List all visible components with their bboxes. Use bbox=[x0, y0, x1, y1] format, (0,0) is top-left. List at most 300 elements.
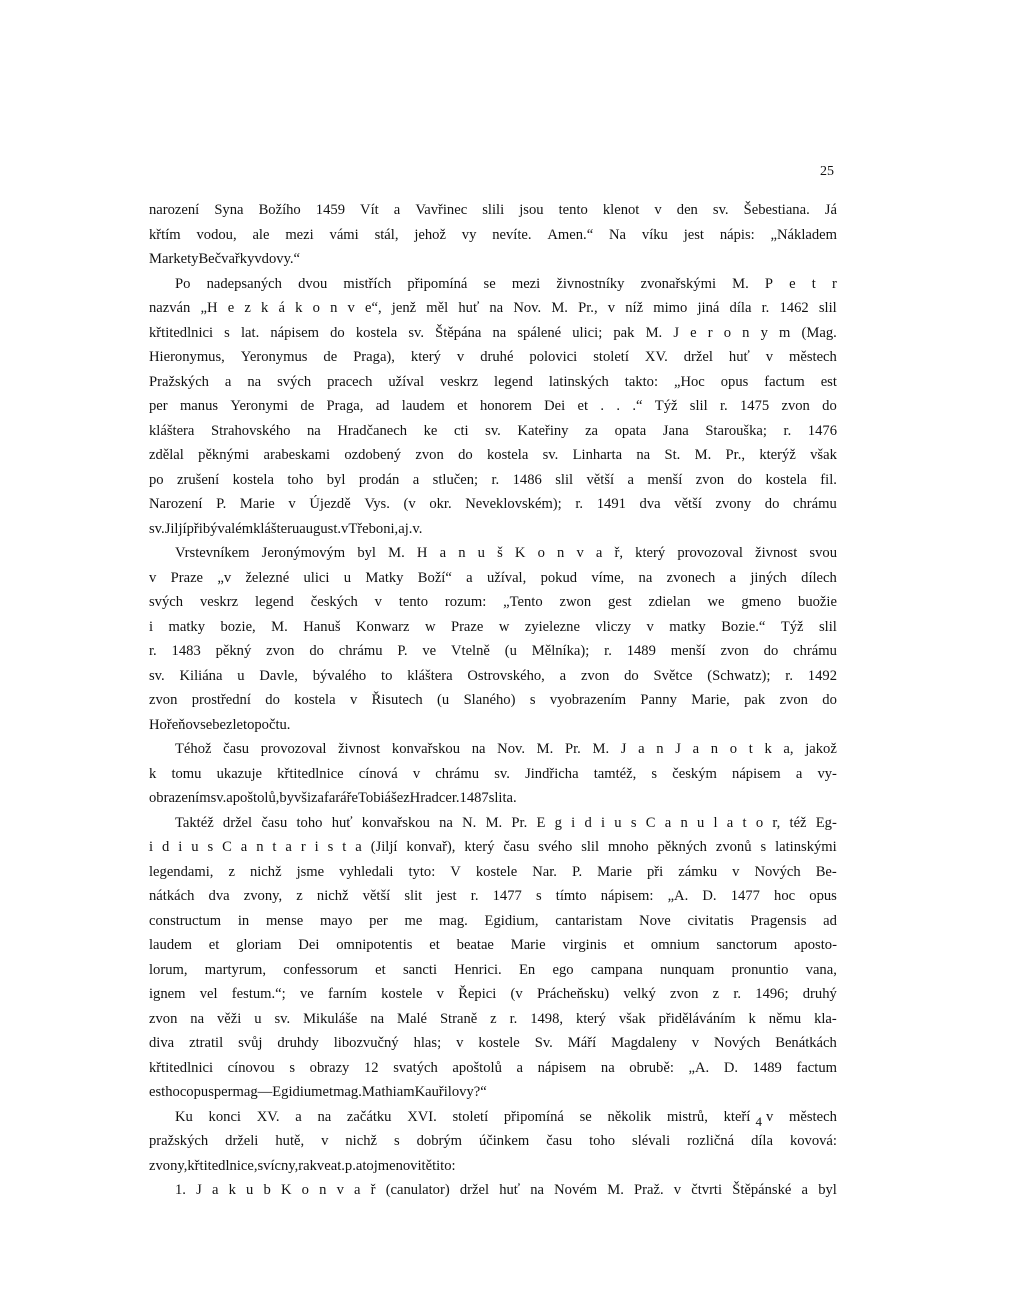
text-word: hutě, bbox=[275, 1133, 305, 1149]
text-word: i bbox=[178, 839, 183, 855]
text-word: druhý bbox=[802, 986, 837, 1002]
text-word: s bbox=[327, 839, 334, 855]
text-word: M. bbox=[592, 741, 610, 757]
text-word: slil bbox=[689, 398, 708, 414]
text-word: Nov. bbox=[497, 741, 525, 757]
text-word: kostela bbox=[355, 324, 398, 341]
text-word: o bbox=[729, 741, 738, 757]
text-word: Davle, bbox=[259, 667, 298, 684]
text-word: matky bbox=[669, 618, 706, 635]
text-word: p. bbox=[344, 1157, 356, 1174]
text-word: a bbox=[516, 1059, 523, 1076]
text-word: bez bbox=[212, 716, 233, 733]
text-word: E bbox=[536, 814, 546, 831]
text-word: Slaného) bbox=[463, 692, 516, 708]
text-word: r. bbox=[733, 986, 742, 1002]
text-word: (Jiljí bbox=[370, 839, 398, 855]
text-word: živnost bbox=[338, 741, 381, 757]
text-word: s bbox=[207, 839, 214, 855]
text-word: větší bbox=[586, 471, 615, 488]
text-word: tamtéž, bbox=[593, 765, 637, 782]
text-word: vámi bbox=[329, 226, 359, 243]
text-word: r. bbox=[761, 300, 770, 316]
text-word: k bbox=[295, 300, 303, 316]
text-word: laudem bbox=[401, 398, 445, 414]
text-word: slil bbox=[581, 839, 600, 855]
text-word: veskrz bbox=[439, 373, 479, 390]
text-word: n bbox=[742, 324, 750, 341]
text-word: u bbox=[696, 814, 705, 831]
text-word: et bbox=[457, 398, 468, 414]
text-word: XV. bbox=[644, 349, 668, 365]
text-word: věži bbox=[217, 1010, 242, 1027]
text-word: sv. bbox=[712, 202, 729, 218]
text-word: vana, bbox=[805, 961, 837, 978]
text-word: po bbox=[149, 471, 164, 488]
text-word: apoštolů bbox=[452, 1059, 502, 1076]
text-word: me bbox=[404, 912, 423, 929]
text-word: 1459 bbox=[315, 202, 345, 218]
text-line bbox=[149, 492, 837, 517]
text-word: Štěpána bbox=[435, 324, 482, 341]
text-word: nápisem bbox=[270, 324, 319, 341]
text-word: zvon bbox=[580, 667, 610, 684]
text-word: 1462 bbox=[779, 300, 809, 316]
text-word: na bbox=[489, 300, 504, 316]
text-word: mayo bbox=[319, 912, 353, 929]
text-word: e“, bbox=[365, 300, 382, 316]
text-word: Hieronymus, bbox=[149, 349, 225, 365]
text-word: živnostníky bbox=[556, 275, 625, 292]
text-word: P. bbox=[571, 863, 583, 880]
text-word: Marie bbox=[597, 863, 632, 880]
text-word: držel bbox=[459, 1182, 490, 1198]
text-line bbox=[149, 198, 837, 223]
text-word: zvon bbox=[720, 643, 749, 659]
text-line bbox=[149, 909, 837, 934]
text-word: sanctorum bbox=[716, 937, 778, 953]
text-word: železné bbox=[245, 569, 290, 586]
text-word: spálené bbox=[517, 324, 562, 341]
text-word: k bbox=[228, 1182, 236, 1198]
text-word: Egidium bbox=[272, 1084, 323, 1100]
text-word: slil bbox=[818, 618, 837, 635]
text-word: Henrici. bbox=[454, 961, 502, 978]
text-word: s bbox=[224, 324, 230, 341]
text-word: se bbox=[579, 1108, 592, 1125]
text-word: do bbox=[737, 471, 753, 488]
text-word: Týž bbox=[780, 618, 804, 635]
text-word: obrazy bbox=[309, 1059, 350, 1076]
text-word: do bbox=[764, 496, 780, 512]
text-word: „A. bbox=[667, 888, 689, 904]
text-word: i bbox=[601, 814, 606, 831]
text-word: českým bbox=[672, 765, 717, 782]
text-word: nunquam bbox=[660, 961, 715, 978]
page-number: 25 bbox=[820, 164, 834, 179]
text-word: — bbox=[257, 1084, 273, 1100]
text-word: gloriam bbox=[236, 937, 282, 953]
text-word: kovová: bbox=[789, 1133, 837, 1149]
text-word: sv. bbox=[149, 520, 165, 537]
text-word: zwon bbox=[559, 594, 592, 610]
text-word: r. bbox=[491, 471, 500, 488]
text-word: w bbox=[498, 618, 510, 635]
text-word: Řepici bbox=[458, 986, 497, 1002]
text-word: et bbox=[208, 937, 220, 953]
text-word: do bbox=[309, 643, 324, 659]
text-word: r. bbox=[451, 790, 460, 806]
text-word: Vys. bbox=[364, 496, 390, 512]
text-word: de bbox=[323, 349, 338, 365]
text-word: Po bbox=[175, 275, 191, 292]
text-line bbox=[149, 566, 837, 591]
text-word: Hradčanech bbox=[337, 422, 408, 439]
text-word: svůj bbox=[238, 1035, 263, 1051]
text-word: konvař), bbox=[406, 839, 456, 855]
text-word: na bbox=[530, 1182, 544, 1198]
text-word: nichž bbox=[316, 888, 349, 904]
text-word: Pr., bbox=[578, 300, 598, 316]
text-word: M. bbox=[645, 324, 663, 341]
text-word: dvou bbox=[298, 275, 328, 292]
text-word: zvony bbox=[715, 496, 752, 512]
text-word: zrušení bbox=[177, 471, 220, 488]
text-word: bývalém bbox=[202, 520, 254, 537]
text-word: 1487 bbox=[459, 790, 489, 806]
text-word: zdělal bbox=[149, 447, 184, 463]
text-word: u bbox=[237, 667, 245, 684]
text-word: Marie bbox=[510, 937, 546, 953]
text-word: En bbox=[519, 961, 536, 978]
text-word: hlas; bbox=[413, 1035, 442, 1051]
text-word: v bbox=[349, 692, 358, 708]
text-word: ve bbox=[299, 986, 314, 1002]
text-word: lorum, bbox=[149, 961, 188, 978]
text-word: Nových bbox=[714, 1035, 761, 1051]
text-line bbox=[149, 664, 837, 689]
text-word: jenž bbox=[391, 300, 417, 316]
text-word: apoštolů, bbox=[226, 790, 280, 806]
text-word: přiděláváním bbox=[658, 1010, 736, 1027]
text-word: do bbox=[265, 692, 280, 708]
text-word: Pr., bbox=[725, 447, 746, 463]
text-word: a bbox=[726, 814, 734, 831]
text-word: nichž bbox=[249, 863, 282, 880]
text-line bbox=[149, 688, 837, 713]
text-word: huť bbox=[458, 300, 480, 316]
text-word: o bbox=[755, 814, 764, 831]
text-word: n bbox=[656, 741, 664, 757]
text-word: klášteru bbox=[253, 520, 300, 537]
text-word: kterýž bbox=[759, 447, 796, 463]
text-word: farním bbox=[327, 986, 367, 1002]
text-word: Dei bbox=[298, 937, 320, 953]
text-word: slit bbox=[404, 888, 423, 904]
text-word: v bbox=[673, 1182, 682, 1198]
text-word: Panny bbox=[640, 692, 677, 708]
text-word: kostele bbox=[381, 986, 423, 1002]
text-word: kostela bbox=[294, 692, 336, 708]
text-word: vyhledali bbox=[339, 863, 394, 880]
text-word: factum bbox=[796, 1059, 837, 1076]
text-word: měl bbox=[426, 300, 449, 316]
text-word: zvonů bbox=[715, 839, 752, 855]
text-word: na bbox=[190, 1010, 205, 1027]
text-word: hoc bbox=[165, 1084, 187, 1100]
text-word: kláštera bbox=[407, 667, 453, 684]
text-word: Kateřiny bbox=[517, 422, 569, 439]
text-word: Hradce bbox=[409, 790, 452, 806]
text-word: se bbox=[483, 275, 496, 292]
text-word: Třeboni, bbox=[348, 520, 399, 537]
text-line bbox=[149, 786, 837, 811]
text-word: obrazením bbox=[149, 790, 211, 806]
text-word: díla bbox=[729, 300, 752, 316]
text-word: M. bbox=[732, 275, 749, 292]
text-word: v bbox=[149, 569, 157, 586]
text-word: Syna bbox=[214, 202, 244, 218]
text-word: 1486 bbox=[512, 471, 542, 488]
text-line bbox=[149, 639, 837, 664]
text-word: Kiliána bbox=[179, 667, 223, 684]
text-word: v. bbox=[412, 520, 423, 537]
text-word: Yeronymi bbox=[230, 398, 289, 414]
text-word: však bbox=[810, 447, 837, 463]
text-word: v bbox=[691, 1035, 700, 1051]
text-word: mnoho bbox=[607, 839, 649, 855]
text-line bbox=[149, 223, 837, 248]
text-word: gest bbox=[608, 594, 632, 610]
text-word: v bbox=[765, 349, 774, 365]
text-word: l bbox=[713, 814, 718, 831]
text-word: confessorum bbox=[283, 961, 358, 978]
text-word: u bbox=[191, 839, 199, 855]
text-word: 1496; bbox=[755, 986, 789, 1002]
text-word: toho bbox=[589, 1133, 616, 1149]
text-word: ř, bbox=[614, 545, 624, 561]
text-word: we bbox=[707, 594, 725, 610]
text-word: též bbox=[789, 814, 807, 831]
text-word: slévali bbox=[632, 1133, 671, 1149]
text-word: nátkách bbox=[149, 888, 195, 904]
text-word: Mikuláše bbox=[303, 1010, 358, 1027]
text-word: 1475 bbox=[739, 398, 770, 414]
text-word: Nov. bbox=[513, 300, 542, 316]
text-word: menší bbox=[670, 643, 706, 659]
text-word: Benátkách bbox=[775, 1035, 837, 1051]
text-word: diva bbox=[149, 1035, 175, 1051]
text-word: den bbox=[676, 202, 698, 218]
text-word: u bbox=[343, 569, 352, 586]
text-word: J bbox=[196, 1182, 202, 1198]
text-word: křtitedlnice bbox=[277, 765, 344, 782]
text-word: o bbox=[723, 324, 732, 341]
text-word: při bbox=[186, 520, 203, 537]
text-word: mag. bbox=[439, 912, 468, 929]
text-word: Egidium, bbox=[484, 912, 539, 929]
text-word: cantaristam bbox=[555, 912, 623, 929]
text-word: kla- bbox=[814, 1010, 837, 1027]
text-word: P. bbox=[216, 496, 227, 512]
text-word: který bbox=[464, 839, 495, 855]
text-word: honorem bbox=[479, 398, 532, 414]
text-word: (Mag. bbox=[801, 324, 837, 341]
text-word: n bbox=[458, 545, 466, 561]
text-word: i bbox=[314, 839, 319, 855]
text-line bbox=[149, 615, 837, 640]
text-word: gmeno bbox=[741, 594, 782, 610]
text-word: kláštera bbox=[149, 422, 195, 439]
text-word: d bbox=[584, 814, 592, 831]
text-word: ztratil bbox=[189, 1035, 224, 1051]
text-word: Malé bbox=[397, 1010, 428, 1027]
text-word: víku bbox=[641, 226, 668, 243]
text-word: Eg- bbox=[815, 814, 837, 831]
text-word: za bbox=[311, 790, 324, 806]
text-word: Markety bbox=[149, 251, 199, 267]
text-word: a bbox=[224, 373, 232, 390]
text-line bbox=[149, 443, 837, 468]
text-word: k bbox=[764, 741, 772, 757]
text-word: r. bbox=[470, 888, 479, 904]
text-word: D. bbox=[702, 888, 717, 904]
text-word: času bbox=[546, 1133, 573, 1149]
text-word: dva bbox=[208, 888, 230, 904]
text-word: Hořeňovse bbox=[149, 716, 213, 733]
text-word: a bbox=[595, 545, 603, 561]
text-word: kostela bbox=[765, 471, 807, 488]
text-word: v bbox=[321, 1133, 329, 1149]
text-word: druhdy bbox=[277, 1035, 319, 1051]
text-word: vodou, bbox=[196, 226, 237, 243]
text-word: K bbox=[514, 545, 526, 561]
text-word: festum.“; bbox=[231, 986, 286, 1002]
text-word: M. bbox=[388, 545, 405, 561]
text-word: Vavřinec bbox=[415, 202, 468, 218]
text-word: (v bbox=[510, 986, 523, 1002]
text-word: svícny, bbox=[257, 1157, 299, 1174]
text-word: ve bbox=[422, 643, 437, 659]
text-word: druhé bbox=[480, 349, 514, 365]
text-word: s bbox=[535, 888, 542, 904]
text-word: na bbox=[247, 373, 262, 390]
text-word: a bbox=[638, 741, 645, 757]
text-word: per bbox=[369, 912, 388, 929]
text-word: Praze bbox=[450, 618, 484, 635]
text-word: . bbox=[616, 398, 621, 414]
text-word: vdovy.“ bbox=[254, 251, 301, 267]
text-word: užíval, bbox=[486, 569, 527, 586]
text-word: rozum: bbox=[444, 594, 487, 610]
text-word: et bbox=[623, 937, 635, 953]
text-word: 1491 bbox=[596, 496, 626, 512]
text-word: ukazuje bbox=[216, 765, 262, 782]
text-word: C bbox=[222, 839, 232, 855]
text-word: (u bbox=[504, 643, 517, 659]
text-word: Tobiáše bbox=[358, 790, 404, 806]
text-word: ego bbox=[552, 961, 574, 978]
text-word: opata bbox=[614, 422, 647, 439]
text-word: v bbox=[654, 202, 662, 218]
text-word: a bbox=[393, 202, 401, 218]
text-word: Jeronýmovým bbox=[261, 545, 346, 561]
text-word: et bbox=[577, 398, 589, 414]
text-word: větší bbox=[362, 888, 391, 904]
text-word: Strahovského bbox=[210, 422, 291, 439]
text-word: in bbox=[237, 912, 250, 929]
text-word: Dei bbox=[544, 398, 566, 414]
text-word: t. bbox=[337, 1157, 345, 1174]
text-word: aposto- bbox=[793, 937, 837, 953]
text-word: toho bbox=[287, 471, 314, 488]
text-word: a bbox=[627, 471, 634, 488]
text-word: legend bbox=[254, 594, 294, 610]
text-word: veskrz bbox=[199, 594, 239, 610]
text-word: ale bbox=[252, 226, 270, 243]
text-word: g bbox=[554, 814, 562, 831]
text-word: pracech bbox=[327, 373, 373, 390]
text-word: tomu bbox=[171, 765, 202, 782]
text-word: křtitedlnice, bbox=[187, 1157, 258, 1174]
text-word: r. bbox=[149, 643, 157, 659]
text-word: klenot bbox=[602, 202, 640, 218]
text-word: byl bbox=[357, 545, 376, 561]
text-word: a bbox=[354, 1182, 361, 1198]
text-word: buožie bbox=[798, 594, 837, 610]
text-word: est bbox=[820, 373, 837, 390]
text-word: v bbox=[341, 520, 349, 537]
text-word: nazván bbox=[149, 300, 191, 316]
text-word: začátku bbox=[346, 1108, 392, 1125]
text-word: a bbox=[559, 667, 567, 684]
text-word: et bbox=[429, 937, 440, 953]
text-word: Ku bbox=[175, 1108, 193, 1125]
text-line bbox=[149, 394, 837, 419]
text-word: . bbox=[600, 398, 605, 414]
text-word: kostela bbox=[486, 447, 529, 463]
text-word: M. bbox=[551, 300, 568, 316]
text-word: a bbox=[285, 839, 292, 855]
text-word: š bbox=[497, 545, 503, 561]
text-word: 1489 bbox=[626, 643, 656, 659]
text-word: do bbox=[822, 398, 837, 414]
text-word: d bbox=[162, 839, 170, 855]
text-word: V bbox=[450, 863, 461, 880]
text-word: 1483 bbox=[171, 643, 201, 659]
text-line bbox=[149, 1031, 837, 1056]
text-word: latinských bbox=[548, 373, 609, 390]
text-word: e bbox=[227, 300, 235, 316]
text-line bbox=[149, 1105, 837, 1130]
text-word: díla bbox=[751, 1133, 773, 1149]
text-word: stál, bbox=[374, 226, 399, 243]
text-word: němu bbox=[768, 1010, 802, 1027]
text-word: prostřední bbox=[191, 692, 251, 708]
text-word: jmenovitě bbox=[373, 1157, 433, 1174]
text-word: z bbox=[490, 1010, 497, 1027]
text-word: jsou bbox=[519, 202, 544, 218]
text-word: zvon bbox=[695, 471, 725, 488]
text-word: k bbox=[261, 300, 269, 316]
text-word: drželi bbox=[225, 1133, 259, 1149]
text-word: zvon bbox=[779, 692, 808, 708]
text-word: století bbox=[593, 349, 629, 365]
text-word: svých bbox=[149, 594, 184, 610]
text-word: 1489 bbox=[752, 1059, 782, 1076]
text-word: zámku bbox=[678, 863, 718, 880]
text-line bbox=[149, 419, 837, 444]
